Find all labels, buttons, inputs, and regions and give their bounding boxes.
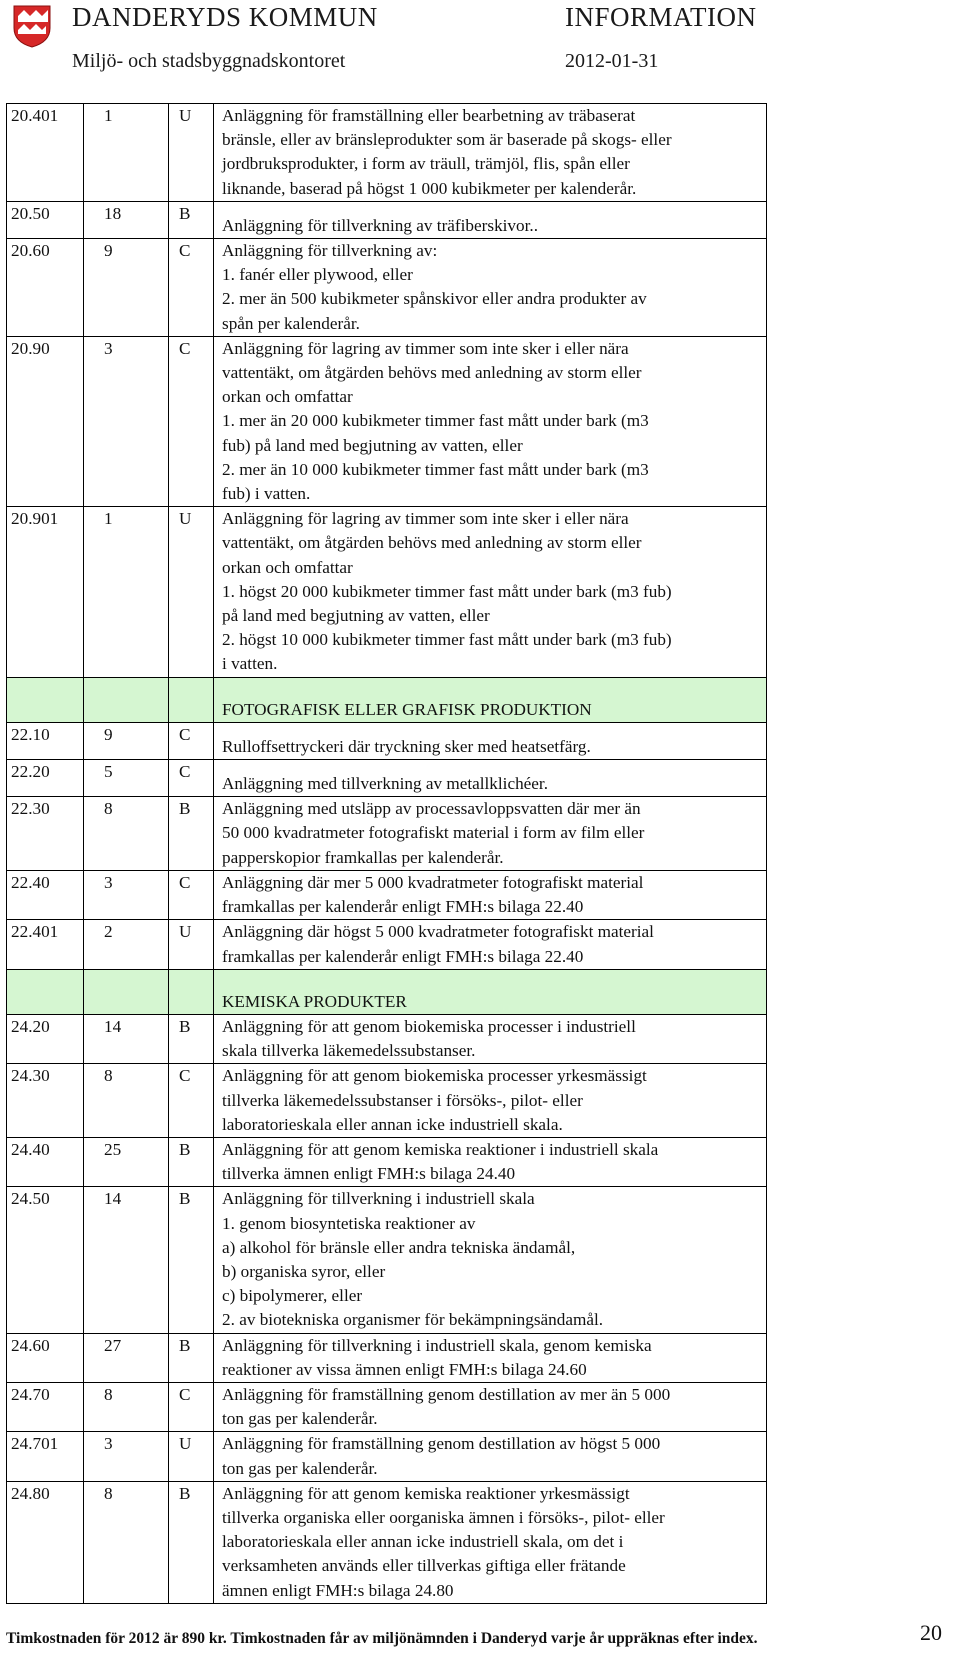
class-cell: B bbox=[169, 1187, 214, 1333]
table-row bbox=[7, 1481, 767, 1603]
section-title: FOTOGRAFISK ELLER GRAFISK PRODUKTION bbox=[222, 699, 592, 719]
class-cell: B bbox=[169, 1137, 214, 1186]
description-line: Anläggning för att genom biokemiska processer yrkesmässigt bbox=[222, 1066, 647, 1086]
activity-table bbox=[6, 103, 767, 1604]
description-line: framkallas per kalenderår enligt FMH:s bilaga 22.40 bbox=[222, 897, 584, 917]
description-line: Anläggning för tillverkning i industriell skala, genom kemiska bbox=[222, 1335, 652, 1355]
description-line: orkan och omfattar bbox=[222, 387, 353, 407]
description-cell bbox=[214, 1014, 767, 1063]
fee-level-cell: 1 bbox=[84, 104, 169, 202]
activity-code-cell bbox=[7, 969, 84, 1014]
description-line: 2. mer än 10 000 kubikmeter timmer fast mått under bark (m3 bbox=[222, 459, 649, 479]
description-line: a) alkohol för bränsle eller andra tekniska ändamål, bbox=[222, 1237, 576, 1257]
fee-level-cell: 9 bbox=[84, 722, 169, 759]
document-date: 2012-01-31 bbox=[565, 50, 659, 72]
activity-code-cell: 24.40 bbox=[7, 1137, 84, 1186]
activity-code-cell: 22.40 bbox=[7, 870, 84, 919]
table-row bbox=[7, 201, 767, 238]
activity-code-cell: 20.901 bbox=[7, 507, 84, 677]
department-name: Miljö- och stadsbyggnadskontoret bbox=[72, 50, 346, 72]
description-cell bbox=[214, 336, 767, 506]
table-row bbox=[7, 797, 767, 871]
description-line: Anläggning för framställning genom destillation av högst 5 000 bbox=[222, 1434, 661, 1454]
fee-level-cell: 8 bbox=[84, 797, 169, 871]
footer-note: Timkostnaden för 2012 är 890 kr. Timkostnaden får av miljönämnden i Danderyd varje år uppräknas efter index. bbox=[6, 1630, 758, 1647]
description-line: Anläggning för tillverkning av: bbox=[222, 241, 438, 261]
class-cell: C bbox=[169, 870, 214, 919]
description-line: vattentäkt, om åtgärden behövs med anledning av storm eller bbox=[222, 533, 642, 553]
description-line: papperskopior framkallas per kalenderår. bbox=[222, 847, 504, 867]
activity-code-cell: 24.701 bbox=[7, 1432, 84, 1481]
description-line: Anläggning för lagring av timmer som inte sker i eller nära bbox=[222, 509, 629, 529]
class-cell: C bbox=[169, 1382, 214, 1431]
description-line: i vatten. bbox=[222, 654, 278, 674]
fee-level-cell: 14 bbox=[84, 1014, 169, 1063]
activity-code-cell: 24.60 bbox=[7, 1333, 84, 1382]
activity-code-cell: 24.20 bbox=[7, 1014, 84, 1063]
document-type: INFORMATION bbox=[565, 2, 757, 32]
fee-level-cell: 1 bbox=[84, 507, 169, 677]
description-line: Anläggning med tillverkning av metallklichéer. bbox=[222, 774, 548, 794]
fee-level-cell: 3 bbox=[84, 1432, 169, 1481]
description-line: på land med begjutning av vatten, eller bbox=[222, 606, 490, 626]
description-cell bbox=[214, 722, 767, 759]
fee-level-cell: 14 bbox=[84, 1187, 169, 1333]
description-line: 1. högst 20 000 kubikmeter timmer fast mått under bark (m3 fub) bbox=[222, 581, 672, 601]
class-cell: C bbox=[169, 760, 214, 797]
activity-code-cell: 24.30 bbox=[7, 1064, 84, 1138]
description-line: Rulloffsettryckeri där tryckning sker med heatsetfärg. bbox=[222, 736, 591, 756]
description-cell bbox=[214, 920, 767, 969]
description-line: Anläggning för tillverkning i industriell skala bbox=[222, 1189, 535, 1209]
table-row bbox=[7, 104, 767, 202]
class-cell: U bbox=[169, 920, 214, 969]
description-cell bbox=[214, 1187, 767, 1333]
description-line: tillverka ämnen enligt FMH:s bilaga 24.40 bbox=[222, 1164, 516, 1184]
description-line: 2. av biotekniska organismer för bekämpningsändamål. bbox=[222, 1310, 604, 1330]
description-line: orkan och omfattar bbox=[222, 557, 353, 577]
description-line: Anläggning för att genom kemiska reaktioner i industriell skala bbox=[222, 1139, 659, 1159]
description-cell bbox=[214, 797, 767, 871]
description-line: bränsle, eller av bränsleprodukter som är baserade på skogs- eller bbox=[222, 130, 672, 150]
section-title-cell bbox=[214, 969, 767, 1014]
table-row bbox=[7, 239, 767, 337]
description-line: Anläggning där högst 5 000 kvadratmeter fotografiskt material bbox=[222, 922, 654, 942]
class-cell: B bbox=[169, 1014, 214, 1063]
class-cell: C bbox=[169, 336, 214, 506]
description-line: Anläggning för framställning genom destillation av mer än 5 000 bbox=[222, 1384, 671, 1404]
class-cell: U bbox=[169, 104, 214, 202]
class-cell: B bbox=[169, 1481, 214, 1603]
description-line: 50 000 kvadratmeter fotografiskt material i form av film eller bbox=[222, 823, 645, 843]
description-line: b) organiska syror, eller bbox=[222, 1261, 386, 1281]
description-line: 1. genom biosyntetiska reaktioner av bbox=[222, 1213, 476, 1233]
class-cell: C bbox=[169, 722, 214, 759]
class-cell: B bbox=[169, 797, 214, 871]
description-cell bbox=[214, 760, 767, 797]
description-line: reaktioner av vissa ämnen enligt FMH:s bilaga 24.60 bbox=[222, 1359, 587, 1379]
fee-level-cell: 8 bbox=[84, 1481, 169, 1603]
municipality-crest-icon bbox=[12, 4, 52, 48]
description-cell bbox=[214, 1137, 767, 1186]
class-cell: B bbox=[169, 201, 214, 238]
description-line: 1. fanér eller plywood, eller bbox=[222, 265, 413, 285]
description-line: laboratorieskala eller annan icke industriell skala, om det i bbox=[222, 1532, 624, 1552]
fee-level-cell: 18 bbox=[84, 201, 169, 238]
description-line: framkallas per kalenderår enligt FMH:s bilaga 22.40 bbox=[222, 946, 584, 966]
description-line: fub) på land med begjutning av vatten, eller bbox=[222, 435, 523, 455]
activity-code-cell: 24.70 bbox=[7, 1382, 84, 1431]
description-line: jordbruksprodukter, i form av träull, trämjöl, flis, spån eller bbox=[222, 154, 630, 174]
page-header bbox=[0, 0, 960, 90]
fee-level-cell: 2 bbox=[84, 920, 169, 969]
activity-code-cell: 20.60 bbox=[7, 239, 84, 337]
table-row bbox=[7, 507, 767, 677]
activity-code-cell: 22.10 bbox=[7, 722, 84, 759]
fee-level-cell: 8 bbox=[84, 1064, 169, 1138]
class-cell bbox=[169, 677, 214, 722]
description-line: skala tillverka läkemedelssubstanser. bbox=[222, 1041, 476, 1061]
organization-name: DANDERYDS KOMMUN bbox=[72, 2, 378, 32]
fee-level-cell: 9 bbox=[84, 239, 169, 337]
activity-code-cell: 24.80 bbox=[7, 1481, 84, 1603]
description-line: laboratorieskala eller annan icke industriell skala. bbox=[222, 1114, 563, 1134]
table-row bbox=[7, 336, 767, 506]
description-line: liknande, baserad på högst 1 000 kubikmeter per kalenderår. bbox=[222, 178, 637, 198]
fee-level-cell: 3 bbox=[84, 870, 169, 919]
activity-code-cell: 22.20 bbox=[7, 760, 84, 797]
class-cell: U bbox=[169, 507, 214, 677]
description-line: Anläggning för framställning eller bearbetning av träbaserat bbox=[222, 106, 636, 125]
fee-level-cell: 5 bbox=[84, 760, 169, 797]
description-line: ämnen enligt FMH:s bilaga 24.80 bbox=[222, 1580, 454, 1600]
class-cell: U bbox=[169, 1432, 214, 1481]
description-cell bbox=[214, 201, 767, 238]
fee-level-cell: 8 bbox=[84, 1382, 169, 1431]
fee-level-cell: 3 bbox=[84, 336, 169, 506]
description-line: verksamheten används eller tillverkas giftiga eller frätande bbox=[222, 1556, 626, 1576]
table-row bbox=[7, 760, 767, 797]
fee-level-cell bbox=[84, 677, 169, 722]
table-row bbox=[7, 722, 767, 759]
description-line: Anläggning för att genom kemiska reaktioner yrkesmässigt bbox=[222, 1483, 630, 1503]
description-cell bbox=[214, 507, 767, 677]
table-row bbox=[7, 1333, 767, 1382]
table-row bbox=[7, 1064, 767, 1138]
description-line: ton gas per kalenderår. bbox=[222, 1409, 378, 1429]
description-line: 1. mer än 20 000 kubikmeter timmer fast mått under bark (m3 bbox=[222, 411, 649, 431]
description-line: Anläggning för att genom biokemiska processer i industriell bbox=[222, 1016, 636, 1036]
fee-level-cell: 27 bbox=[84, 1333, 169, 1382]
description-cell bbox=[214, 1064, 767, 1138]
class-cell bbox=[169, 969, 214, 1014]
description-line: ton gas per kalenderår. bbox=[222, 1458, 378, 1478]
page-number: 20 bbox=[920, 1620, 942, 1645]
description-cell bbox=[214, 1382, 767, 1431]
description-line: Anläggning med utsläpp av processavloppsvatten där mer än bbox=[222, 799, 641, 819]
description-cell bbox=[214, 1333, 767, 1382]
fee-level-cell: 25 bbox=[84, 1137, 169, 1186]
table-row bbox=[7, 1014, 767, 1063]
table-row bbox=[7, 1432, 767, 1481]
description-line: c) bipolymerer, eller bbox=[222, 1286, 363, 1306]
class-cell: C bbox=[169, 239, 214, 337]
activity-code-cell: 20.50 bbox=[7, 201, 84, 238]
section-title-cell bbox=[214, 677, 767, 722]
description-cell bbox=[214, 104, 767, 202]
table-row bbox=[7, 920, 767, 969]
section-heading-row bbox=[7, 969, 767, 1014]
activity-code-cell bbox=[7, 677, 84, 722]
description-line: Anläggning för tillverkning av träfiberskivor.. bbox=[222, 215, 538, 235]
table-row bbox=[7, 1137, 767, 1186]
section-heading-row bbox=[7, 677, 767, 722]
description-line: Anläggning där mer 5 000 kvadratmeter fotografiskt material bbox=[222, 872, 644, 892]
table-row bbox=[7, 1187, 767, 1333]
description-line: tillverka organiska eller oorganiska ämnen i försöks-, pilot- eller bbox=[222, 1507, 665, 1527]
description-cell bbox=[214, 239, 767, 337]
description-line: fub) i vatten. bbox=[222, 484, 311, 504]
activity-code-cell: 22.30 bbox=[7, 797, 84, 871]
class-cell: C bbox=[169, 1064, 214, 1138]
description-cell bbox=[214, 870, 767, 919]
class-cell: B bbox=[169, 1333, 214, 1382]
description-line: Anläggning för lagring av timmer som inte sker i eller nära bbox=[222, 338, 629, 358]
description-line: tillverka läkemedelssubstanser i försöks-, pilot- eller bbox=[222, 1090, 583, 1110]
table-row bbox=[7, 1382, 767, 1431]
activity-code-cell: 24.50 bbox=[7, 1187, 84, 1333]
description-cell bbox=[214, 1432, 767, 1481]
fee-level-cell bbox=[84, 969, 169, 1014]
description-cell bbox=[214, 1481, 767, 1603]
description-line: spån per kalenderår. bbox=[222, 313, 360, 333]
activity-code-cell: 20.401 bbox=[7, 104, 84, 202]
activity-code-cell: 20.90 bbox=[7, 336, 84, 506]
description-line: vattentäkt, om åtgärden behövs med anledning av storm eller bbox=[222, 363, 642, 383]
activity-code-cell: 22.401 bbox=[7, 920, 84, 969]
description-line: 2. mer än 500 kubikmeter spånskivor eller andra produkter av bbox=[222, 289, 647, 309]
section-title: KEMISKA PRODUKTER bbox=[222, 991, 407, 1011]
description-line: 2. högst 10 000 kubikmeter timmer fast mått under bark (m3 fub) bbox=[222, 630, 672, 650]
table-row bbox=[7, 870, 767, 919]
